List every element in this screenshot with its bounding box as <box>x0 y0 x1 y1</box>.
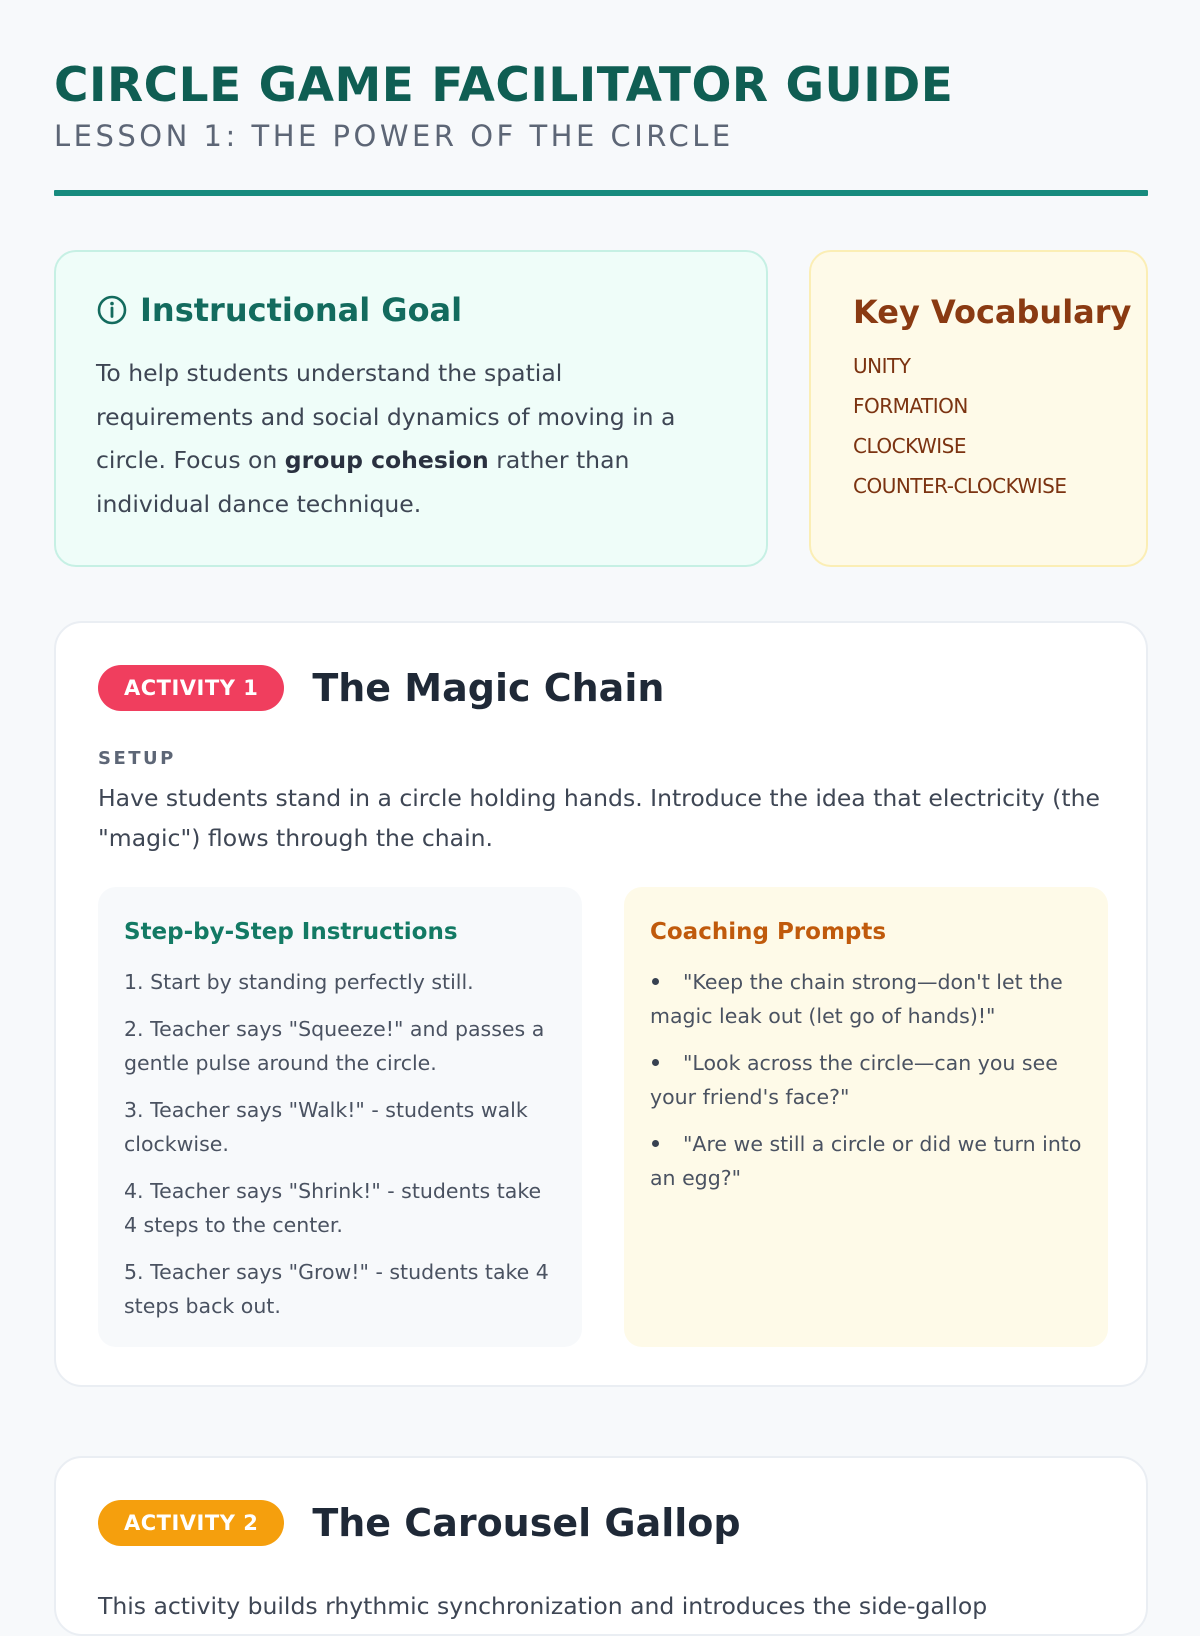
activity-1-title: The Magic Chain <box>312 666 665 710</box>
prompts-title: Coaching Prompts <box>650 919 887 945</box>
bullet-icon <box>652 1059 659 1066</box>
info-circle-icon <box>96 294 128 326</box>
activity-1-badge: ACTIVITY 1 <box>98 665 284 711</box>
vocabulary-item: COUNTER-CLOCKWISE <box>853 474 1067 498</box>
step-item: 3. Teacher says "Walk!" - students walk clockwise. <box>124 1098 528 1156</box>
goal-text-end: rather than individual dance technique. <box>96 446 630 518</box>
activity-2-badge: ACTIVITY 2 <box>98 1500 284 1546</box>
page-subtitle: LESSON 1: THE POWER OF THE CIRCLE <box>54 119 734 153</box>
goal-description <box>96 352 726 526</box>
prompt-item <box>650 1046 1082 1114</box>
goal-text-emphasis: group cohesion <box>284 446 489 474</box>
steps-list <box>124 965 556 1323</box>
step-item: 4. Teacher says "Shrink!" - students take 4 steps to the center. <box>124 1179 542 1237</box>
steps-title: Step-by-Step Instructions <box>124 919 458 945</box>
page-header <box>54 56 1148 154</box>
activity-1-card <box>54 621 1148 1387</box>
activity-2-card <box>54 1456 1148 1636</box>
instructional-goal-card <box>54 250 768 567</box>
vocabulary-item: CLOCKWISE <box>853 434 967 458</box>
bullet-icon <box>652 978 659 985</box>
activity-2-title: The Carousel Gallop <box>312 1501 741 1545</box>
step-instructions-panel <box>98 887 582 1347</box>
goal-text-start: To help students understand the spatial requirements and social dynamics of moving in a circle. Focus on <box>96 359 676 474</box>
prompt-text: "Look across the circle—can you see your friend's face?" <box>650 1051 1058 1109</box>
activity-2-intro: This activity builds rhythmic synchronization and introduces the side-gallop <box>98 1592 988 1620</box>
activity-1-heading <box>98 665 664 711</box>
key-vocabulary-card <box>809 250 1148 567</box>
setup-label: SETUP <box>98 748 176 769</box>
prompt-text: "Are we still a circle or did we turn into an egg?" <box>650 1132 1082 1190</box>
step-item: 1. Start by standing perfectly still. <box>124 970 474 994</box>
vocabulary-item: UNITY <box>853 354 911 378</box>
goal-heading <box>96 290 726 330</box>
prompt-text: "Keep the chain strong—don't let the magic leak out (let go of hands)!" <box>650 970 1063 1028</box>
prompts-list <box>650 965 1082 1195</box>
prompt-item <box>650 1127 1082 1195</box>
bullet-icon <box>652 1140 659 1147</box>
vocabulary-list <box>853 346 1108 506</box>
step-item: 2. Teacher says "Squeeze!" and passes a gentle pulse around the circle. <box>124 1017 545 1075</box>
header-divider <box>54 190 1148 196</box>
page-title: CIRCLE GAME FACILITATOR GUIDE <box>54 58 954 113</box>
setup-text: Have students stand in a circle holding hands. Introduce the idea that electricity (the "magic") flows through the chain. <box>98 784 1100 852</box>
vocabulary-title: Key Vocabulary <box>853 293 1132 331</box>
vocabulary-item: FORMATION <box>853 394 968 418</box>
goal-title: Instructional Goal <box>140 291 463 329</box>
activity-2-heading <box>98 1500 741 1546</box>
coaching-prompts-panel <box>624 887 1108 1347</box>
prompt-item <box>650 965 1082 1033</box>
step-item: 5. Teacher says "Grow!" - students take 4 steps back out. <box>124 1260 549 1318</box>
